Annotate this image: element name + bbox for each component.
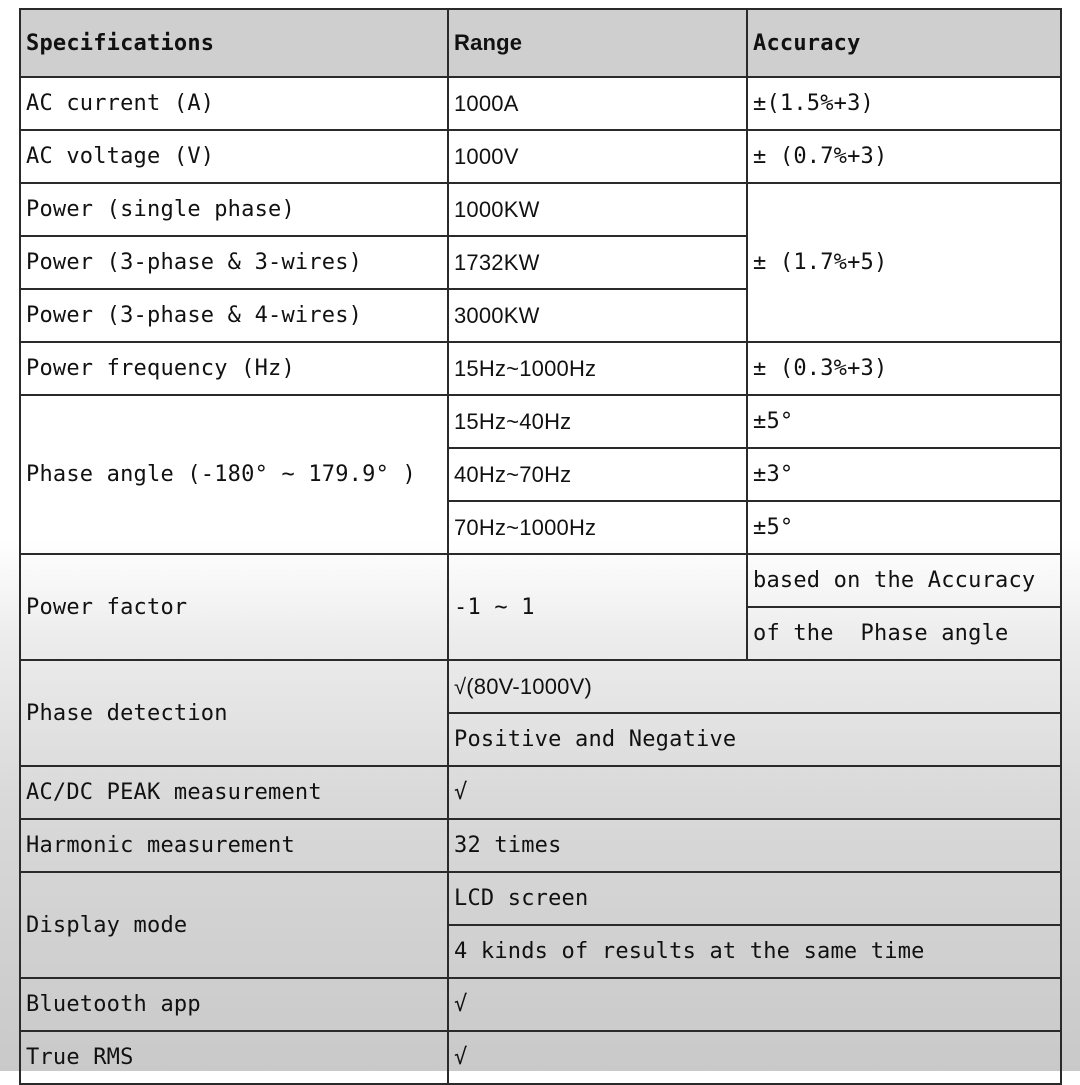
range-power-frequency: 15Hz~1000Hz	[448, 342, 747, 395]
range-power-single: 1000KW	[448, 183, 747, 236]
value-acdc-peak: √	[448, 766, 1061, 819]
spec-display-mode: Display mode	[20, 872, 448, 978]
range-power-factor: -1 ~ 1	[448, 554, 747, 660]
table-row	[20, 183, 1061, 236]
spec-power-3p3w: Power (3-phase & 3-wires)	[20, 236, 448, 289]
range-phase-angle-1: 15Hz~40Hz	[448, 395, 747, 448]
range-ac-current: 1000A	[448, 77, 747, 130]
table-row	[20, 395, 1061, 448]
spec-harmonic: Harmonic measurement	[20, 819, 448, 872]
range-phase-angle-3: 70Hz~1000Hz	[448, 501, 747, 554]
value-true-rms: √	[448, 1031, 1061, 1084]
spec-acdc-peak: AC/DC PEAK measurement	[20, 766, 448, 819]
spec-power-factor: Power factor	[20, 554, 448, 660]
spec-phase-angle: Phase angle (-180° ~ 179.9° )	[20, 395, 448, 554]
spec-ac-current: AC current (A)	[20, 77, 448, 130]
spec-bluetooth: Bluetooth app	[20, 978, 448, 1031]
table-row	[20, 77, 1061, 130]
table-row	[20, 130, 1061, 183]
accuracy-phase-angle-1: ±5°	[747, 395, 1061, 448]
range-power-3p4w: 3000KW	[448, 289, 747, 342]
value-display-mode-1: LCD screen	[448, 872, 1061, 925]
table-row	[20, 872, 1061, 925]
accuracy-power-factor-line2: of the Phase angle	[747, 607, 1061, 660]
spec-power-single: Power (single phase)	[20, 183, 448, 236]
table-row	[20, 819, 1061, 872]
table-row	[20, 342, 1061, 395]
header-specifications: Specifications	[20, 9, 448, 77]
specifications-table	[19, 8, 1062, 1085]
value-bluetooth: √	[448, 978, 1061, 1031]
table-row	[20, 978, 1061, 1031]
value-display-mode-2: 4 kinds of results at the same time	[448, 925, 1061, 978]
value-phase-detection-2: Positive and Negative	[448, 713, 1061, 766]
accuracy-power-frequency: ± (0.3%+3)	[747, 342, 1061, 395]
spec-ac-voltage: AC voltage (V)	[20, 130, 448, 183]
spec-power-frequency: Power frequency (Hz)	[20, 342, 448, 395]
header-row	[20, 9, 1061, 77]
header-range: Range	[448, 9, 747, 77]
spec-true-rms: True RMS	[20, 1031, 448, 1084]
accuracy-phase-angle-3: ±5°	[747, 501, 1061, 554]
accuracy-power-factor-line1: based on the Accuracy	[747, 554, 1061, 607]
range-ac-voltage: 1000V	[448, 130, 747, 183]
accuracy-power: ± (1.7%+5)	[747, 183, 1061, 342]
header-accuracy: Accuracy	[747, 9, 1061, 77]
table-row	[20, 1031, 1061, 1084]
spec-power-3p4w: Power (3-phase & 4-wires)	[20, 289, 448, 342]
accuracy-phase-angle-2: ±3°	[747, 448, 1061, 501]
value-harmonic: 32 times	[448, 819, 1061, 872]
table-row	[20, 554, 1061, 607]
value-phase-detection-1: √(80V-1000V)	[448, 660, 1061, 713]
table-row	[20, 766, 1061, 819]
accuracy-ac-current: ±(1.5%+3)	[747, 77, 1061, 130]
accuracy-ac-voltage: ± (0.7%+3)	[747, 130, 1061, 183]
table-row	[20, 660, 1061, 713]
range-power-3p3w: 1732KW	[448, 236, 747, 289]
spec-phase-detection: Phase detection	[20, 660, 448, 766]
range-phase-angle-2: 40Hz~70Hz	[448, 448, 747, 501]
